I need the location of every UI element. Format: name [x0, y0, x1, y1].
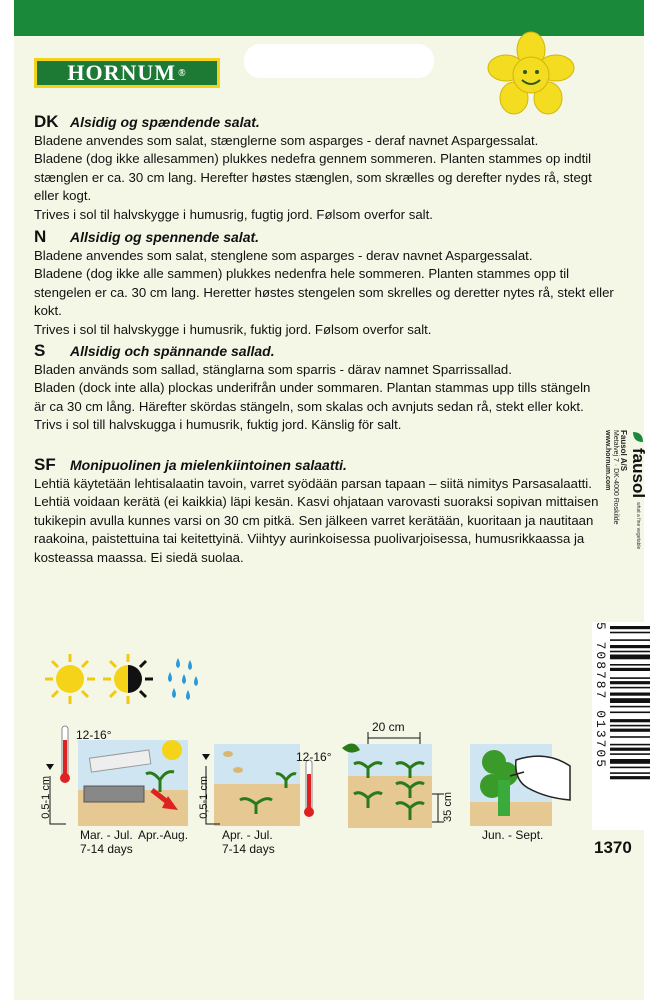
- barcode-bar: [610, 639, 650, 641]
- indoor-sow-months: Mar. - Jul.: [80, 828, 133, 842]
- water-drops-icon: [168, 658, 198, 700]
- fausol-company: Fausol A/S: [619, 430, 628, 472]
- barcode-bar: [610, 664, 650, 666]
- text-line: Trives i sol til halvskygge i humusrik, fuktig jord. Følsom overfor salt.: [34, 321, 432, 337]
- lang-code-sf: SF: [34, 455, 56, 474]
- text-line: Trivs i sol till halvskugga i humusrik, fuktig jord. Känslig för salt.: [34, 417, 402, 432]
- text-line: Bladene anvendes som salat, stenglene som asparges - derav navnet Aspargessalat.: [34, 247, 533, 263]
- section-title-sf: Monipuolinen ja mielenkiintoinen salaatti.: [70, 457, 347, 473]
- barcode-bar: [610, 645, 650, 648]
- barcode-bar: [610, 687, 650, 689]
- text-line: stengelen er ca. 30 cm lang. Heretter høstes stengelen som skrelles og deretter nytes rå, stekt eller kokt.: [34, 284, 614, 318]
- hornum-logo: [34, 58, 220, 88]
- depth-arrow-icon: [46, 764, 54, 770]
- outdoor-temp: 12-16°: [296, 750, 332, 764]
- outdoor-sow-months: Apr. - Jul.: [222, 828, 273, 842]
- section-s: [34, 342, 614, 435]
- product-code: 1370: [594, 838, 632, 857]
- fausol-logo: [628, 430, 648, 620]
- barcode-bar: [610, 753, 650, 755]
- barcode-bar: [610, 668, 650, 671]
- text-line: kosteassa maassa. Ei siedä suolaa.: [34, 549, 244, 565]
- fausol-address: Metalvej 7 · DK-4000 Roskilde: [612, 430, 619, 525]
- fausol-tagline: what a fine vegetable: [635, 502, 641, 550]
- barcode-bar: [610, 767, 650, 769]
- section-title-dk: Alsidig og spændende salat.: [70, 114, 260, 130]
- outdoor-depth: 0,5-1 cm: [198, 776, 210, 819]
- barcode-bar: [610, 748, 650, 751]
- barcode-bar: [610, 744, 650, 746]
- harvest-months: Jun. - Sept.: [482, 828, 544, 842]
- barcode-bar: [610, 712, 650, 714]
- barcode-bar: [610, 725, 650, 727]
- fausol-leaf-icon: [631, 430, 645, 444]
- flower-mascot-icon: [486, 30, 576, 120]
- barcode-number: 5 708787 013705: [593, 622, 608, 770]
- outdoor-sow-days: 7-14 days: [222, 842, 275, 856]
- sun-icon: [45, 654, 95, 704]
- section-dk: [34, 113, 614, 224]
- text-line: Bladene (dog ikke allesammen) plukkes nedefra gennem sommeren. Planten stammes op indtil: [34, 151, 592, 166]
- fausol-rotated: [604, 430, 648, 620]
- fausol-web: www.hornum.com: [604, 430, 611, 491]
- indoor-sowing-illustration: [40, 720, 190, 830]
- barcode-bar: [610, 772, 650, 774]
- text-line: Bladen (dock inte alla) plockas underifrån under sommaren. Plantan stammas upp tills stängeln: [34, 380, 591, 395]
- growing-conditions-icons: [44, 652, 204, 714]
- harvest-illustration: [466, 740, 576, 830]
- lang-code-n: N: [34, 227, 47, 246]
- partial-shade-icon: [103, 654, 153, 704]
- barcode-bar: [610, 677, 650, 679]
- barcode-bar: [610, 681, 650, 684]
- indoor-sow-days: 7-14 days: [80, 842, 133, 856]
- indoor-plant-months: Apr.-Aug.: [138, 828, 189, 842]
- thermometer-icon: [60, 726, 70, 783]
- fausol-logo-text: fausol: [629, 448, 648, 499]
- barcode-bars: [610, 626, 650, 826]
- text-line: Lehtiä voidaan kerätä (ei kaikkia) läpi kesän. Kasvi ohjataan varovasti suoraksi sopivan mittaisen: [34, 494, 599, 509]
- section-title-n: Allsidig og spennende salat.: [70, 229, 260, 245]
- text-line: Bladen används som sallad, stänglarna som sparris - därav namnet Sparrissallad.: [34, 361, 512, 377]
- fausol-block: [604, 430, 648, 620]
- text-line: är ca 30 cm lång. Härefter skördas stängeln, som skalas och avnjuts sedan rå, stekt eller kokt.: [34, 398, 584, 414]
- barcode: [592, 622, 652, 830]
- spacing-plant: 35 cm: [442, 792, 454, 822]
- lang-code-s: S: [34, 341, 46, 360]
- brand-name: HORNUM: [67, 60, 177, 85]
- barcode-bar: [610, 651, 650, 653]
- text-line: Lehtiä käytetään lehtisalaatin tavoin, varret syödään parsan tapaan – siitä nimitys Parsasalaatti.: [34, 475, 592, 491]
- barcode-bar: [610, 719, 650, 722]
- barcode-bar: [610, 693, 650, 696]
- barcode-bar: [610, 632, 650, 634]
- section-title-s: Allsidig och spännande sallad.: [70, 343, 275, 359]
- hang-tab: [244, 44, 434, 78]
- text-line: Trives i sol til halvskygge i humusrig, fugtig jord. Følsom overfor salt.: [34, 206, 433, 222]
- barcode-bar: [610, 759, 650, 764]
- lang-code-dk: DK: [34, 112, 59, 131]
- section-n: [34, 228, 614, 339]
- indoor-depth: 0,5-1 cm: [40, 776, 52, 819]
- barcode-bar: [610, 706, 650, 708]
- text-line: raakoina, paistettuina tai keitettyinä. Viihtyy aurinkoisessa puolivarjoisessa, humusrikkaassa ja: [34, 531, 585, 546]
- spacing-illustration: [340, 728, 450, 830]
- text-line: tukikepin avulla kunnes varsi on 30 cm pitkä. Sen jälkeen varret kerätään, kuoritaan ja nautitaan: [34, 512, 594, 528]
- spacing-row: 20 cm: [372, 720, 405, 734]
- barcode-bar: [610, 626, 650, 629]
- barcode-bar: [610, 729, 650, 732]
- barcode-bar: [610, 736, 650, 738]
- text-line: Bladene (dog ikke alle sammen) plukkes nedenfra hele sommeren. Planten stammes opp til: [34, 266, 570, 281]
- barcode-bar: [610, 698, 650, 703]
- text-line: Bladene anvendes som salat, stænglerne som asparges - deraf navnet Aspargessalat.: [34, 132, 539, 148]
- section-sf: [34, 456, 614, 567]
- thermometer-icon: [304, 760, 314, 817]
- indoor-temp: 12-16°: [76, 728, 112, 742]
- barcode-bar: [610, 655, 650, 660]
- text-line: stænglen er ca. 30 cm lang. Herefter høstes stænglen, som skrælles og derefter nydes rå, stegt eller kogt.: [34, 169, 592, 203]
- barcode-bar: [610, 776, 650, 779]
- depth-arrow-icon: [202, 754, 210, 760]
- brand-registered-mark: ®: [178, 67, 187, 79]
